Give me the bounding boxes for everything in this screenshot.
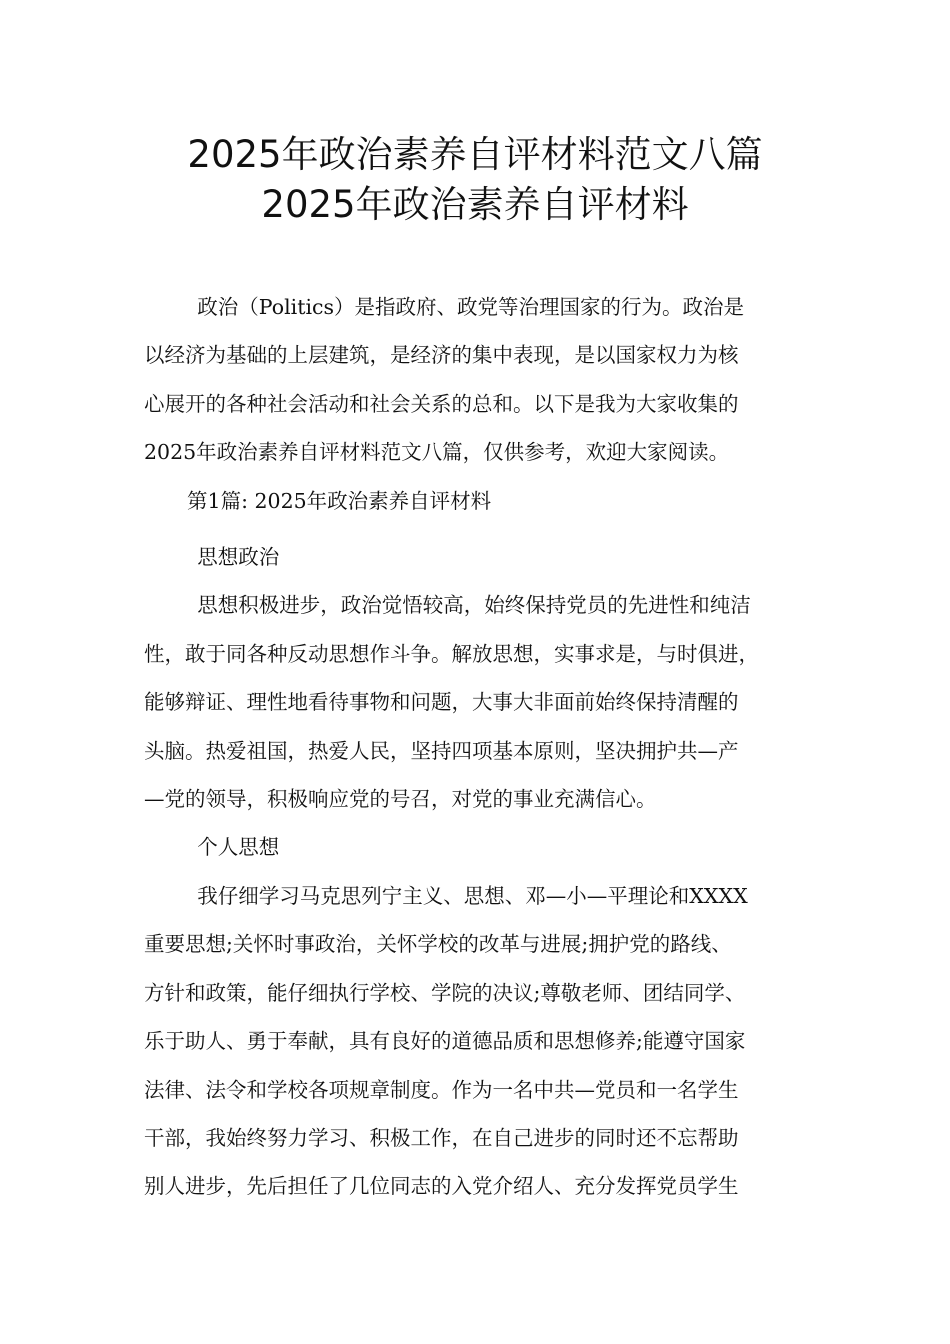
document-title: 2025年政治素养自评材料范文八篇 [187,133,763,176]
text-line: 重要思想;关怀时事政治，关怀学校的改革与进展;拥护党的路线、 [144,932,732,957]
intro-paragraph [144,283,826,477]
text-line: 头脑。热爱祖国，热爱人民，坚持四项基本原则，坚决拥护共—产 [144,738,739,763]
text-line: 政治（Politics）是指政府、政党等治理国家的行为。政治是 [197,295,745,319]
text-line: 乐于助人、勇于奉献，具有良好的道德品质和思想修养;能遵守国家 [144,1029,746,1054]
text-line: 能够辩证、理性地看待事物和问题，大事大非面前始终保持清醒的 [144,690,739,715]
section-paragraph [144,581,826,823]
text-line: 以经济为基础的上层建筑，是经济的集中表现，是以国家权力为核 [144,343,739,368]
section-paragraph [144,872,826,1211]
text-line: 思想积极进步，政治觉悟较高，始终保持党员的先进性和纯洁 [197,593,751,618]
text-line: 干部，我始终努力学习、积极工作，在自己进步的同时还不忘帮助 [144,1125,739,1150]
chapter-heading: 第1篇: 2025年政治素养自评材料 [187,488,492,513]
text-line: 别人进步，先后担任了几位同志的入党介绍人、充分发挥党员学生 [144,1174,739,1199]
document-subtitle: 2025年政治素养自评材料 [261,183,689,226]
section-heading: 思想政治 [197,545,280,570]
text-line: 心展开的各种社会活动和社会关系的总和。以下是我为大家收集的 [144,391,739,416]
text-line: 方针和政策，能仔细执行学校、学院的决议;尊敬老师、团结同学、 [144,980,746,1005]
document-body [144,283,826,1211]
text-line: 性，敢于同各种反动思想作斗争。解放思想，实事求是，与时俱进， [144,641,759,666]
section-heading: 个人思想 [197,835,280,860]
text-line: 法律、法令和学校各项规章制度。作为一名中共—党员和一名学生 [144,1077,739,1102]
text-line: 2025年政治素养自评材料范文八篇，仅供参考，欢迎大家阅读。 [144,440,730,465]
text-line: —党的领导，积极响应党的号召，对党的事业充满信心。 [144,787,657,812]
text-line: 我仔细学习马克思列宁主义、思想、邓—小—平理论和XXXX [197,883,748,908]
